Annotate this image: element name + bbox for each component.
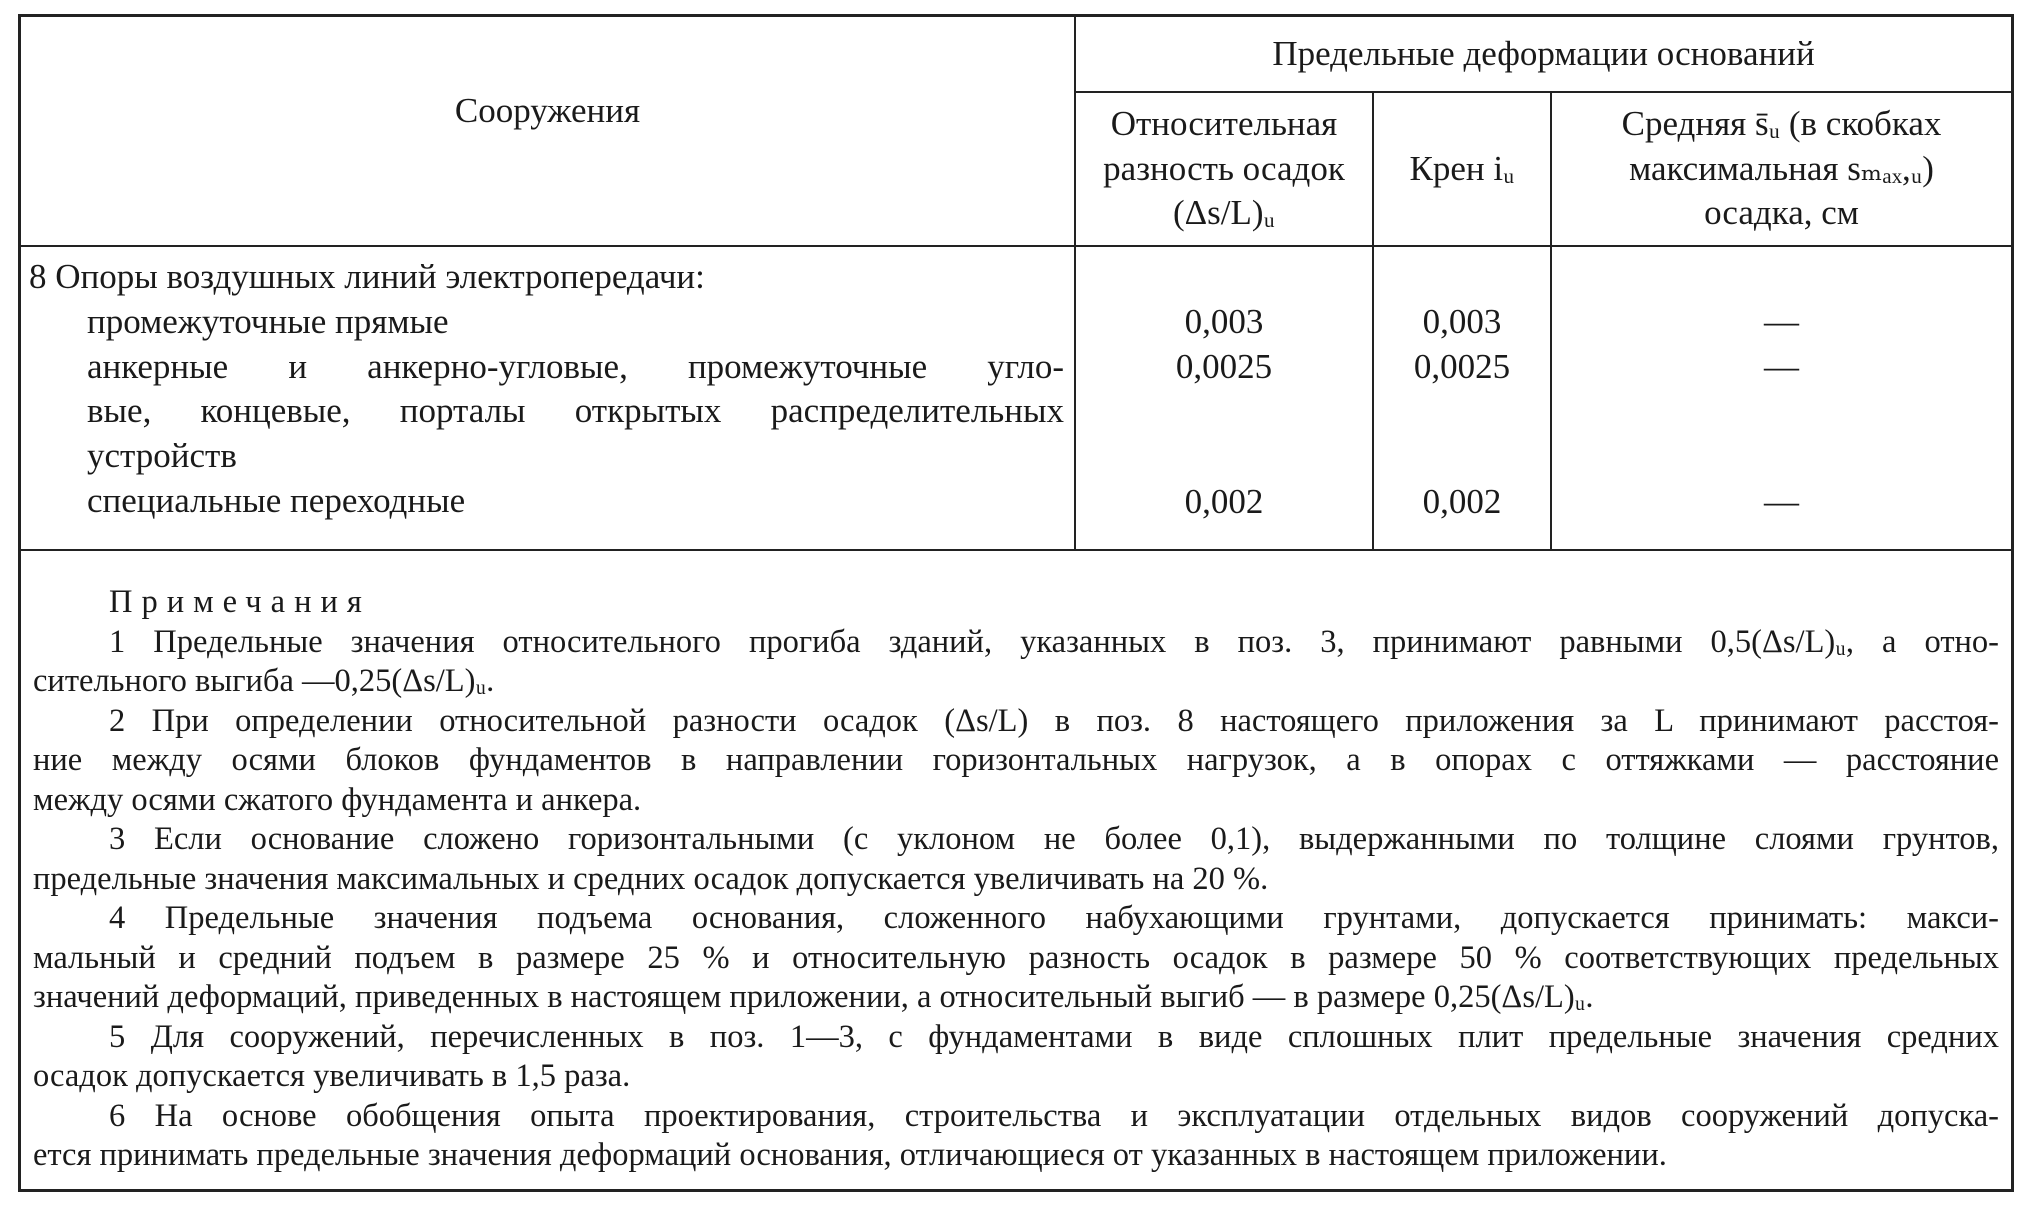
header-structures [21,17,1075,246]
note-line: осадок допускается увеличивать в 1,5 раза. [33,1058,631,1094]
relative-values-cell [1075,246,1373,550]
average-value: — [1764,302,1799,341]
row-label: специальные переходные [87,480,466,520]
average-value: — [1764,481,1799,521]
relative-value: 0,003 [1184,302,1264,341]
structures-cell [21,246,1075,550]
average-value: — [1764,346,1799,386]
tilt-values-cell [1373,246,1551,550]
header-relative-line: разность осадок [1103,148,1345,188]
header-average-line: осадка, см [1704,193,1859,233]
document-sheet [18,14,2014,1192]
note-line: ется принимать предельные значения деформаций основания, отличающиеся от указанных в настоящем приложении. [33,1137,1667,1173]
row-label: устройств [87,436,237,476]
note-item [33,702,1999,821]
deformation-table [21,17,2011,551]
header-limit-deformations [1075,17,2011,92]
relative-value: 0,002 [1184,481,1264,521]
header-relative-settlement [1075,92,1373,246]
note-item [33,1018,1999,1097]
note-line: значений деформаций, приведенных в настоящем приложении, а относительный выгиб — в размере 0,25(Δs/L)ᵤ. [33,979,1594,1015]
row-label: вые, концевые, порталы открытых распределительных [87,391,1064,431]
note-line: мальный и средний подъем в размере 25 % и относительную разность осадок в размере 50 % соответствующих предельных [33,939,1999,976]
header-relative-line: Относительная [1110,103,1338,143]
relative-value: 0,0025 [1175,346,1273,386]
header-tilt [1373,92,1551,246]
note-item [33,820,1999,899]
section-title: 8 Опоры воздушных линий электропередачи: [29,257,705,296]
note-line: 4 Предельные значения подъема основания, сложенного набухающими грунтами, допускается принимать: макси- [109,900,1999,936]
note-item [33,899,1999,1018]
tilt-value: 0,002 [1422,481,1502,521]
note-line: сительного выгиба —0,25(Δs/L)ᵤ. [33,663,495,699]
note-item [33,1097,1999,1176]
header-relative-line: (Δs/L)ᵤ [1172,193,1275,233]
tilt-value: 0,0025 [1413,346,1511,386]
note-line: 5 Для сооружений, перечисленных в поз. 1—3, с фундаментами в виде сплошных плит предельные значения средних [109,1018,1999,1055]
notes-title: Примечания [109,584,371,620]
note-line: 1 Предельные значения относительного прогиба зданий, указанных в поз. 3, принимают равными 0,5(Δs/L)ᵤ, а отно- [109,623,1999,660]
header-average-line: Средняя s̄ᵤ (в скобках [1621,103,1942,143]
table-row [21,246,2011,550]
header-tilt-text: Крен iᵤ [1409,148,1515,188]
note-line: 3 Если основание сложено горизонтальными (с уклоном не более 0,1), выдержанными по толщине слоями грунтов, [109,821,1999,857]
header-average-settlement [1551,92,2011,246]
average-values-cell [1551,246,2011,550]
note-line: ние между осями блоков фундаментов в направлении горизонтальных нагрузок, а в опорах с оттяжками — расстояние [33,742,1999,778]
header-group-text: Предельные деформации оснований [1272,33,1815,73]
row-label: промежуточные прямые [87,301,449,341]
row-label: анкерные и анкерно-угловые, промежуточные угло- [87,346,1064,386]
header-average-line: максимальная sₘₐₓ,ᵤ) [1629,148,1934,188]
notes-section [21,547,2011,1176]
note-item [33,623,1999,702]
note-line: предельные значения максимальных и средних осадок допускается увеличивать на 20 %. [33,860,1269,897]
note-line: между осями сжатого фундамента и анкера. [33,781,642,818]
note-line: 2 При определении относительной разности осадок (Δs/L) в поз. 8 настоящего приложения за L принимают расстоя- [109,702,1999,739]
tilt-value: 0,003 [1422,302,1502,341]
header-structures-text: Сооружения [454,90,641,130]
note-line: 6 На основе обобщения опыта проектирования, строительства и эксплуатации отдельных видов сооружений допуска- [109,1097,1999,1134]
